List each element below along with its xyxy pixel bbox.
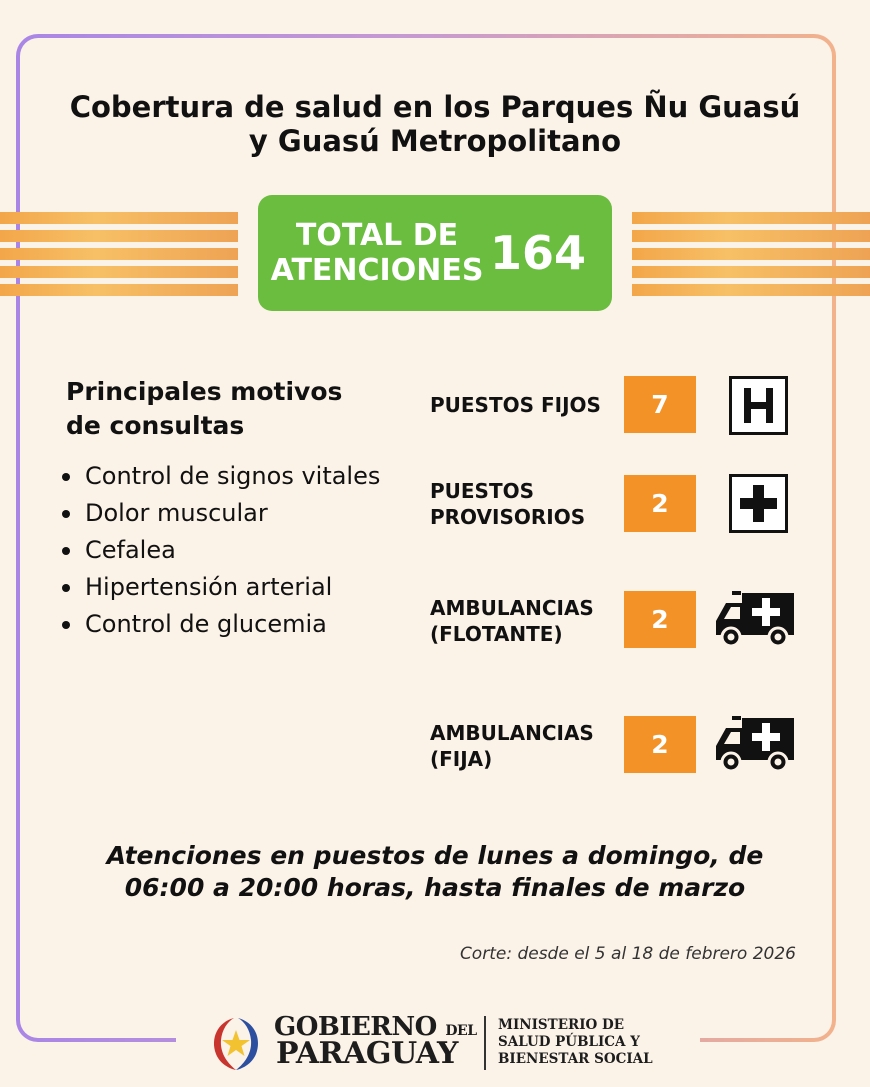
footer [0,1004,870,1074]
reasons-heading: Principales motivos de consultas [66,377,343,440]
medical-cross-icon [729,474,788,533]
decorative-stripes-left [0,212,238,296]
list-item: Hipertensión arterial [62,569,382,606]
ministry-name: MINISTERIO DE SALUD PÚBLICA Y BIENESTAR SOCIAL [498,1017,653,1067]
floating-ambulances-count: 2 [624,591,696,648]
government-name-line2: PARAGUAY [276,1036,458,1071]
list-item: Dolor muscular [62,495,382,532]
list-item: Control de glucemia [62,606,382,643]
fixed-ambulances-count: 2 [624,716,696,773]
temporary-posts-label: PUESTOS PROVISORIOS [430,479,586,529]
government-name-line1: GOBIERNO DEL [274,1012,477,1042]
total-label: TOTAL DE ATENCIONES [270,218,484,288]
title-line-1: Cobertura de salud en los Parques Ñu Guasú [69,90,801,124]
title-line-2: y Guasú Metropolitano [248,124,622,158]
list-item: Control de signos vitales [62,458,382,495]
fixed-posts-count: 7 [624,376,696,433]
page-title [20,90,850,158]
total-value: 164 [490,226,587,280]
temporary-posts-count: 2 [624,475,696,532]
floating-ambulances-label: AMBULANCIAS (FLOTANTE) [430,596,594,646]
government-seal-icon [204,1012,268,1072]
schedule-note: Atenciones en puestos de lunes a domingo, de 06:00 a 20:00 horas, hasta finales de marzo [106,841,764,902]
ambulance-icon [712,716,796,774]
reasons-list [62,458,382,643]
fixed-ambulances-label: AMBULANCIAS (FIJA) [430,721,594,771]
list-item: Cefalea [62,532,382,569]
cutoff-date-text: Corte: desde el 5 al 18 de febrero 2026 [459,944,796,964]
decorative-stripes-right [632,212,870,296]
fixed-posts-label: PUESTOS FIJOS [430,393,601,417]
divider [484,1016,486,1070]
hospital-h-icon [729,376,788,435]
ambulance-icon [712,591,796,649]
total-attentions-badge [258,195,612,311]
